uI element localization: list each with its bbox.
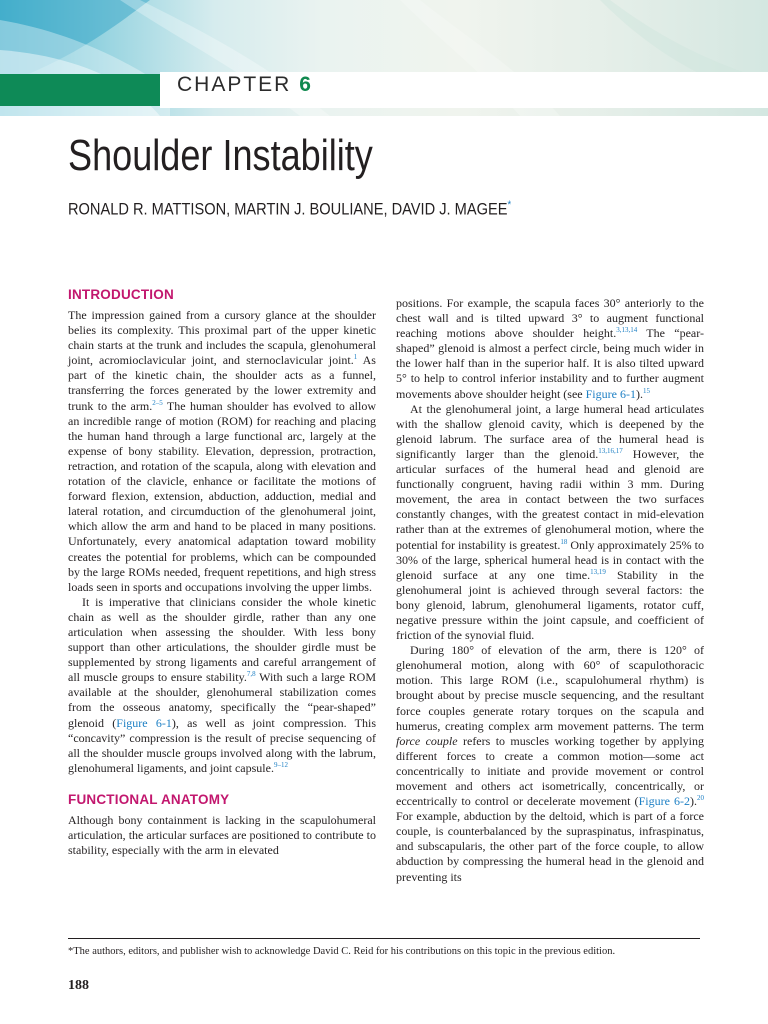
text-run: With such a large ROM available at the shoulder, glenohumeral stabilization comes from the osseous anatomy, specifically the “pear-shaped” glenoid ( [68, 670, 376, 730]
right-paragraph-3 [396, 643, 704, 885]
author-names: RONALD R. MATTISON, MARTIN J. BOULIANE, DAVID J. MAGEE [68, 199, 508, 219]
right-paragraph-2 [396, 402, 704, 644]
text-run: During 180° of elevation of the arm, there is 120° of glenohumeral motion, along with 60° of scapulothoracic motion. This large ROM (i.e., scapulohumeral rhythm) is brought about by precise muscle sequencing, and the resultant force couples generate rotary torques on the scapula and humerus, creating complex arm movement patterns. The term [396, 643, 704, 733]
page-number: 188 [68, 978, 89, 993]
citation-ref[interactable]: 15 [642, 386, 650, 395]
text-run: Stability in the glenohumeral joint is achieved through several factors: the bony glenoid, labrum, glenohumeral ligaments, rotator cuff, negative pressure within the joint capsule, and coefficient of friction of the synovial fluid. [396, 567, 704, 643]
functional-anatomy-heading: FUNCTIONAL ANATOMY [68, 791, 230, 807]
text-run: Only approximately 25% to 30% of the large, spherical humeral head is in contact with the glenoid surface at any one time. [396, 537, 704, 582]
footnote-text: The authors, editors, and publisher wish to acknowledge David C. Reid for his contributions on this topic in the previous edition. [73, 946, 616, 957]
text-run: The impression gained from a cursory glance at the shoulder belies its complexity. This proximal part of the upper kinetic chain starts at the trunk and includes the scapula, glenohumeral joint, acromioclavicular joint, and sternoclavicular joint. [68, 308, 376, 368]
introduction-paragraph-1 [68, 308, 376, 595]
text-run: ). [690, 794, 698, 809]
chapter-word: CHAPTER [177, 73, 292, 96]
chapter-label [177, 73, 311, 97]
chapter-number: 6 [299, 73, 311, 96]
figure-link[interactable]: Figure 6-1 [116, 715, 172, 730]
author-list [68, 199, 511, 220]
text-run: At the glenohumeral joint, a large humeral head articulates with the shallow glenoid cavity, which is deepened by the glenoid labrum. The surface area of the humeral head is significantly larger than the glenoid. [396, 401, 704, 461]
text-run: For example, abduction by the deltoid, which is part of a force couple, is counterbalanced by the supraspinatus, infraspinatus, and subscapularis, the other part of the force couple, to allow abduction by compressing the humeral head in the glenoid and preventing its [396, 809, 704, 884]
citation-ref[interactable]: 18 [560, 537, 568, 546]
text-run: As part of the kinetic chain, the shoulder acts as a funnel, transferring the forces generated by the lower extremity and trunk to the arm. [68, 353, 376, 413]
citation-ref[interactable]: 1 [353, 353, 358, 362]
figure-link[interactable]: Figure 6-1 [585, 386, 636, 401]
functional-anatomy-paragraph: Although bony containment is lacking in the scapulohumeral articulation, the articular surfaces are positioned to contribute to stability, especially with the arm in elevated [68, 812, 376, 858]
introduction-paragraph-2 [68, 595, 376, 776]
chapter-accent-bar [0, 74, 160, 106]
citation-ref[interactable]: 9–12 [273, 760, 288, 769]
text-run: ). [635, 386, 643, 401]
citation-ref[interactable]: 2–5 [152, 398, 163, 407]
emphasis-term: force couple [396, 733, 458, 748]
figure-link[interactable]: Figure 6-2 [638, 794, 691, 809]
footnote-divider [68, 938, 700, 939]
right-paragraph-1 [396, 296, 704, 402]
footnote [68, 946, 615, 957]
footnote-marker: * [68, 946, 74, 957]
page-title: Shoulder Instability [68, 131, 373, 180]
text-run: The human shoulder has evolved to allow an incredible range of motion (ROM) for reaching and placing the human hand through a large functional arc, largely at the expense of bony stability. Elevation, depression, protraction, retraction, and rotation of the scapula, along with elevation and rotation of the clavicle, enhance or facilitate the motions of forward flexion, extension, abduction, adduction, medial and lateral rotation, and circumduction of the glenohumeral joint, which allow the arm and hand to be placed in many positions. Unfortunately, every anatomical adaptation toward mobility creates the potential for problems, which can be compounded by the large ROMs needed, frequent repetitions, and high stress loads seen in sports and occupations involving the upper limbs. [68, 398, 376, 594]
citation-ref[interactable]: 13,19 [590, 567, 606, 576]
text-run: ), as well as joint compression. This “concavity” compression is the result of precise sequencing of all the shoulder muscle groups involved along with the labrum, glenohumeral ligaments, and joint capsule. [68, 715, 376, 775]
citation-ref[interactable]: 7,8 [246, 670, 256, 679]
text-run: However, the articular surfaces of the humeral head and glenoid are functionally congruent, having radii within 3 mm. During movement, the area in contact between the two surfaces constantly changes, with the greatest contact in mid-elevation rather than at the extremes of glenohumeral motion, where the potential for instability is greatest. [396, 446, 704, 552]
text-run: The “pear-shaped” glenoid is almost a perfect circle, being much wider in the lower half than in the superior half. It is also tilted upward 5° to help to control inferior instability and to further augment movements above shoulder height (see [396, 326, 704, 401]
author-footnote-marker[interactable]: * [507, 199, 512, 211]
introduction-heading: INTRODUCTION [68, 287, 174, 302]
text-run: refers to muscles working together by applying different forces to create a common motion—some act concentrically to initiate and provide movement or control movement and others act isometrically, concentrically, or eccentrically to control or decelerate movement ( [396, 733, 704, 809]
citation-ref[interactable]: 20 [697, 794, 705, 803]
citation-ref[interactable]: 13,16,17 [598, 446, 623, 455]
citation-ref[interactable]: 3,13,14 [616, 326, 638, 335]
text-run: It is imperative that clinicians consider the whole kinetic chain as well as the shoulder girdle, rather than any one articulation when assessing the shoulder. With less bony support than other articulations, the shoulder girdle must be supplemented by strong ligaments and careful arrangement of all muscle groups to ensure stability. [68, 594, 376, 685]
right-column [396, 296, 704, 885]
text-run: positions. For example, the scapula faces 30° anteriorly to the chest wall and is tilted upward 3° to augment functional reaching motions above shoulder height. [396, 296, 704, 341]
left-column [68, 287, 376, 858]
